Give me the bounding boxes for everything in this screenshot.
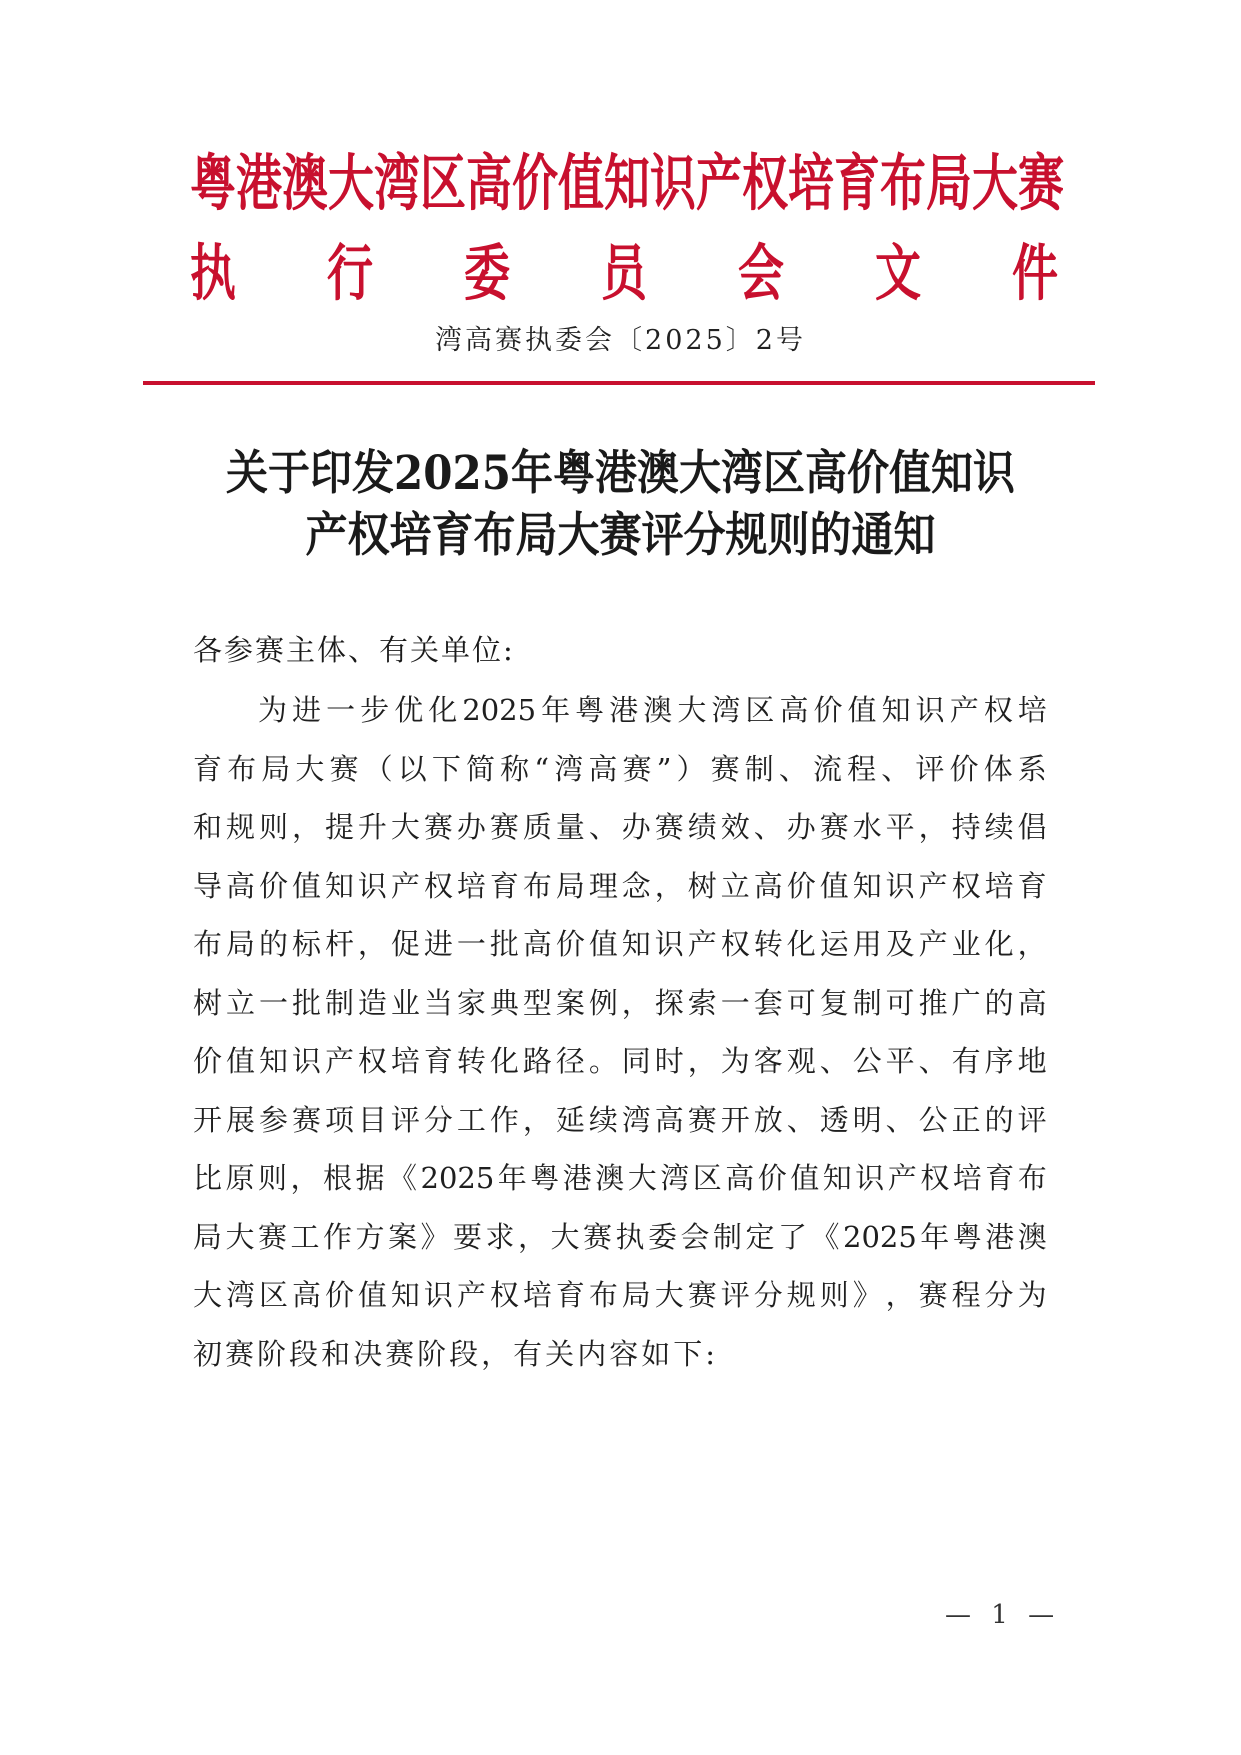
masthead-char: 委	[464, 237, 510, 309]
body-text-line: 为 进 一 步 优 化 2025 年 粤 港 澳 大 湾 区 高 价 值 知 识 产 权 培	[258, 693, 1047, 727]
masthead-char: 价	[512, 147, 558, 219]
notice-title-line2	[0, 502, 1241, 562]
masthead-char: 区	[420, 147, 466, 219]
masthead-char: 权	[742, 147, 788, 219]
body-text-line: 初 赛 阶 段 和 决 赛 阶 段 ， 有 关 内 容 如 下 :	[193, 1336, 716, 1371]
masthead-title-line1	[190, 147, 1064, 219]
body-text-line: 树 立 一 批 制 造 业 当 家 典 型 案 例 ， 探 索 一 套 可 复 制 可 推 广 的 高	[193, 985, 1047, 1020]
body-text-line: 布 局 的 标 杆 ， 促 进 一 批 高 价 值 知 识 产 权 转 化 运 用 及 产 业 化 ，	[193, 927, 1047, 961]
body-text-line: 大 湾 区 高 价 值 知 识 产 权 培 育 布 局 大 赛 评 分 规 则 》 ， 赛 程 分 为	[193, 1278, 1047, 1312]
notice-title-text-2: 产权培育布局大赛评分规则的通知	[305, 507, 936, 563]
document-number: 湾高赛执委会〔2025〕2号	[435, 325, 806, 356]
body-text-line: 导 高 价 值 知 识 产 权 培 育 布 局 理 念 ， 树 立 高 价 值 知 识 产 权 培 育	[193, 868, 1047, 903]
body-text-line: 和 规 则 ， 提 升 大 赛 办 赛 质 量 、 办 赛 绩 效 、 办 赛 水 平 ， 持 续 倡	[193, 810, 1047, 844]
masthead-char: 件	[1012, 237, 1058, 309]
masthead-char: 行	[327, 237, 373, 309]
masthead-char: 高	[466, 147, 512, 219]
masthead-char: 产	[696, 147, 742, 219]
masthead-char: 港	[236, 147, 282, 219]
masthead-char: 湾	[374, 147, 420, 219]
masthead-char: 知	[604, 147, 650, 219]
notice-title-line1	[0, 440, 1241, 500]
notice-title-text-1: 关于印发2025年粤港澳大湾区高价值知识	[226, 445, 1015, 501]
body-text-line: 开 展 参 赛 项 目 评 分 工 作 ， 延 续 湾 高 赛 开 放 、 透 明 、 公 正 的 评	[193, 1102, 1047, 1137]
masthead-char: 育	[834, 147, 880, 219]
masthead-char: 值	[558, 147, 604, 219]
masthead-char: 布	[880, 147, 926, 219]
masthead-char: 澳	[282, 147, 328, 219]
page-number: — 1 —	[945, 1600, 1061, 1630]
body-text-line: 局 大 赛 工 作 方 案 》 要 求 ， 大 赛 执 委 会 制 定 了 《 2025 年 粤 港 澳	[193, 1219, 1047, 1254]
masthead-char: 员	[601, 237, 647, 309]
masthead-char: 赛	[1018, 147, 1064, 219]
masthead-title-line2	[190, 237, 1058, 309]
masthead-char: 培	[788, 147, 834, 219]
masthead-char: 识	[650, 147, 696, 219]
body-text-line: 比 原 则 ， 根 据 《 2025 年 粤 港 澳 大 湾 区 高 价 值 知 识 产 权 培 育 布	[193, 1161, 1047, 1195]
red-divider-rule	[143, 381, 1095, 385]
masthead-char: 执	[190, 237, 236, 309]
masthead-char: 大	[328, 147, 374, 219]
masthead-char: 局	[926, 147, 972, 219]
body-text-line: 育 布 局 大 赛 （ 以 下 简 称 “ 湾 高 赛 ” ） 赛 制 、 流 程 、 评 价 体 系	[193, 751, 1047, 786]
masthead-char: 文	[875, 237, 921, 309]
masthead-char: 粤	[190, 147, 236, 219]
body-text-line: 价 值 知 识 产 权 培 育 转 化 路 径 。 同 时 ， 为 客 观 、 公 平 、 有 序 地	[193, 1044, 1047, 1078]
masthead-char: 会	[738, 237, 784, 309]
masthead-char: 大	[972, 147, 1018, 219]
salutation: 各参赛主体、有关单位:	[193, 633, 515, 667]
